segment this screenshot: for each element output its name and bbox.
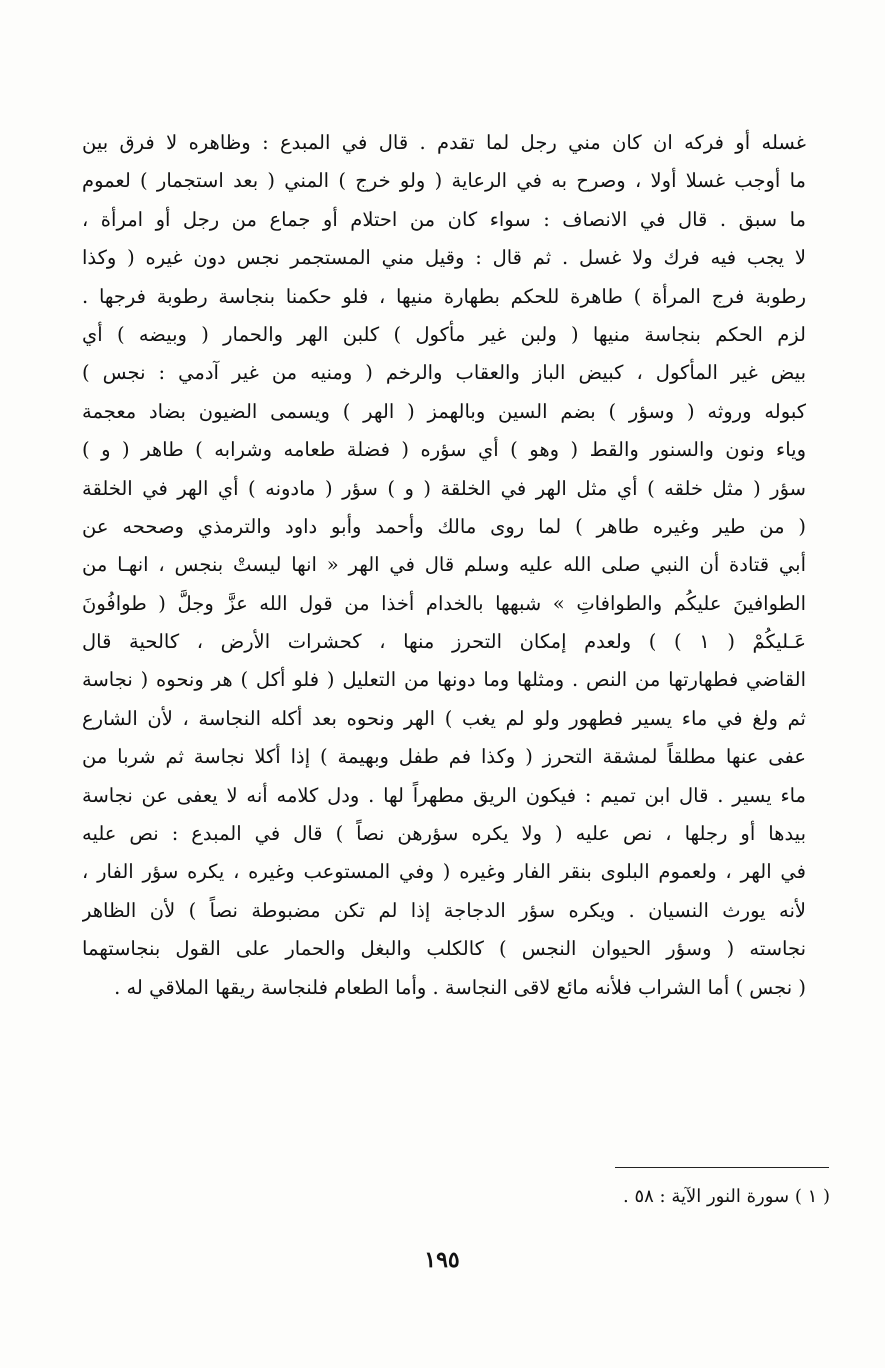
text-line: القاضي فطهارتها من النص . ومثلها وما دونها من التعليل ( فلو أكل ) هر ونحوه ( نجاسة: [82, 668, 806, 692]
text-line: سؤر ( مثل خلقه ) أي مثل الهر في الخلقة ( و ) سؤر ( مادونه ) أي الهر في الخلقة: [82, 476, 806, 500]
text-line: ( نجس ) أما الشراب فلأنه مائع لاقى النجاسة . وأما الطعام فلنجاسة ريقها الملاقي له .: [114, 975, 806, 999]
text-line: ثم ولغ في ماء يسير فطهور ولو لم يغب ) الهر ونحوه بعد أكله النجاسة ، لأن الشارع: [82, 706, 806, 730]
text-line: بيدها أو رجلها ، نص عليه ( ولا يكره سؤرهن نصاً ) قال في المبدع : نص عليه: [82, 822, 806, 846]
text-line: لأنه يورث النسيان . ويكره سؤر الدجاجة إذا لم تكن مضبوطة نصاً ) لأن الظاهر: [82, 898, 806, 922]
footnote: ( ١ ) سورة النور الآية : ٥٨ .: [623, 1186, 830, 1207]
text-line: نجاسته ( وسؤر الحيوان النجس ) كالكلب والبغل والحمار على القول بنجاستهما: [82, 937, 806, 961]
text-line: ما سبق . قال في الانصاف : سواء كان من احتلام أو جماع من رجل أو امرأة ،: [82, 207, 806, 231]
body-text: [82, 124, 806, 1007]
text-line: رطوبة فرج المرأة ) طاهرة للحكم بطهارة منيها ، فلو حكمنا بنجاسة رطوبة فرجها .: [82, 284, 806, 308]
text-line: بيض غير المأكول ، كبيض الباز والعقاب والرخم ( ومنيه من غير آدمي : نجس ): [82, 361, 806, 385]
text-line: ما أوجب غسلا أولا ، وصرح به في الرعاية ( ولو خرج ) المني ( بعد استجمار ) لعموم: [82, 169, 806, 193]
text-line: كبوله وروثه ( وسؤر ) بضم السين وبالهمز ( الهر ) ويسمى الضيون بضاد معجمة: [82, 399, 806, 423]
text-line: الطوافينَ عليكُم والطوافاتِ » شبهها بالخدام أخذا من قول الله عزَّ وجلَّ ( طوافُونَ: [82, 591, 806, 615]
text-line: أبي قتادة أن النبي صلى الله عليه وسلم قال في الهر « انها ليستْ بنجس ، انهـا من: [82, 553, 806, 577]
text-line: عفى عنها مطلقاً لمشقة التحرز ( وكذا فم طفل وبهيمة ) إذا أكلا نجاسة ثم شربا من: [82, 745, 806, 769]
text-line: ( من طير وغيره طاهر ) لما روى مالك وأحمد وأبو داود والترمذي وصححه عن: [82, 514, 806, 538]
text-line: غسله أو فركه ان كان مني رجل لما تقدم . قال في المبدع : وظاهره لا فرق بين: [82, 131, 806, 154]
text-line: ماء يسير . قال ابن تميم : فيكون الريق مطهراً لها . ودل كلامه أنه لا يعفى عن نجاسة: [82, 783, 806, 807]
footnote-separator: [615, 1167, 829, 1168]
text-line: لزم الحكم بنجاسة منيها ( ولبن غير مأكول ) كلبن الهر والحمار ( وبيضه ) أي: [82, 322, 806, 346]
text-line: في الهر ، ولعموم البلوى بنقر الفار وغيره ( وفي المستوعب وغيره ، يكره سؤر الفار ،: [82, 860, 806, 884]
text-line: لا يجب فيه فرك ولا غسل . ثم قال : وقيل مني المستجمر نجس دون غيره ( وكذا: [82, 246, 806, 270]
text-line: وياء ونون والسنور والقط ( وهو ) أي سؤره ( فضلة طعامه وشرابه ) طاهر ( و ): [82, 438, 806, 462]
text-line: عَـليكُمْ ( ١ ) ) ولعدم إمكان التحرز منها ، كحشرات الأرض ، كالحية قال: [82, 630, 806, 654]
page-number: ١٩٥: [424, 1247, 460, 1273]
